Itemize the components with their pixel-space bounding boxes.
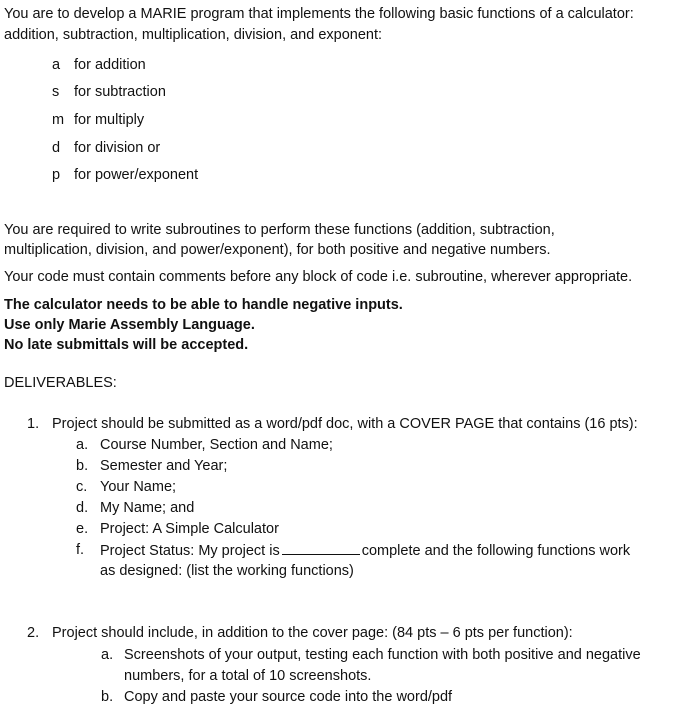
note-no-late: No late submittals will be accepted. xyxy=(4,337,249,353)
command-desc-m: for multiply xyxy=(74,112,145,128)
status-text-after: complete and the following functions work xyxy=(361,543,631,559)
project-status-line xyxy=(100,542,630,559)
subitem-text: Screenshots of your output, testing each function with both positive and negative xyxy=(124,647,641,663)
deliverables-heading: DELIVERABLES: xyxy=(4,375,117,391)
subitem-text-continued: as designed: (list the working functions) xyxy=(100,563,354,579)
command-key-m: m xyxy=(52,112,65,128)
subitem-letter: a. xyxy=(76,437,89,453)
command-key-s: s xyxy=(52,84,60,100)
note-negative-inputs: The calculator needs to be able to handle negative inputs. xyxy=(4,297,403,313)
status-blank-line xyxy=(282,542,360,555)
item-text: Project should include, in addition to the cover page: (84 pts – 6 pts per function): xyxy=(52,625,573,641)
subitem-text: My Name; and xyxy=(100,500,195,516)
comments-requirement: Your code must contain comments before any block of code i.e. subroutine, wherever appropriate. xyxy=(4,269,633,285)
command-desc-p: for power/exponent xyxy=(74,167,199,183)
note-marie-only: Use only Marie Assembly Language. xyxy=(4,317,255,333)
subitem-text: Project: A Simple Calculator xyxy=(100,521,279,537)
subitem-text-continued: numbers, for a total of 10 screenshots. xyxy=(124,668,372,684)
subitem-text: Semester and Year; xyxy=(100,458,228,474)
command-desc-s: for subtraction xyxy=(74,84,166,100)
requirements-line-2: multiplication, division, and power/exponent), for both positive and negative numbers. xyxy=(4,242,551,258)
command-desc-a: for addition xyxy=(74,57,146,73)
subitem-letter: a. xyxy=(101,647,114,663)
subitem-letter: e. xyxy=(76,521,89,537)
requirements-line-1: You are required to write subroutines to perform these functions (addition, subtraction, xyxy=(4,222,555,238)
subitem-letter: b. xyxy=(76,458,89,474)
subitem-letter: f. xyxy=(76,542,85,558)
command-key-p: p xyxy=(52,167,61,183)
intro-line-2: addition, subtraction, multiplication, division, and exponent: xyxy=(4,27,383,43)
item-number: 1. xyxy=(27,416,40,432)
item-text: Project should be submitted as a word/pdf doc, with a COVER PAGE that contains (16 pts): xyxy=(52,416,638,432)
intro-line-1: You are to develop a MARIE program that implements the following basic functions of a calculator: xyxy=(4,6,634,22)
subitem-letter: d. xyxy=(76,500,89,516)
command-key-a: a xyxy=(52,57,61,73)
status-text-before: Project Status: My project is xyxy=(100,543,280,559)
command-desc-d: for division or xyxy=(74,140,161,156)
item-number: 2. xyxy=(27,625,40,641)
subitem-letter: b. xyxy=(101,689,114,705)
command-key-d: d xyxy=(52,140,61,156)
subitem-letter: c. xyxy=(76,479,88,495)
subitem-text: Course Number, Section and Name; xyxy=(100,437,333,453)
subitem-text: Your Name; xyxy=(100,479,177,495)
subitem-text: Copy and paste your source code into the word/pdf xyxy=(124,689,453,705)
